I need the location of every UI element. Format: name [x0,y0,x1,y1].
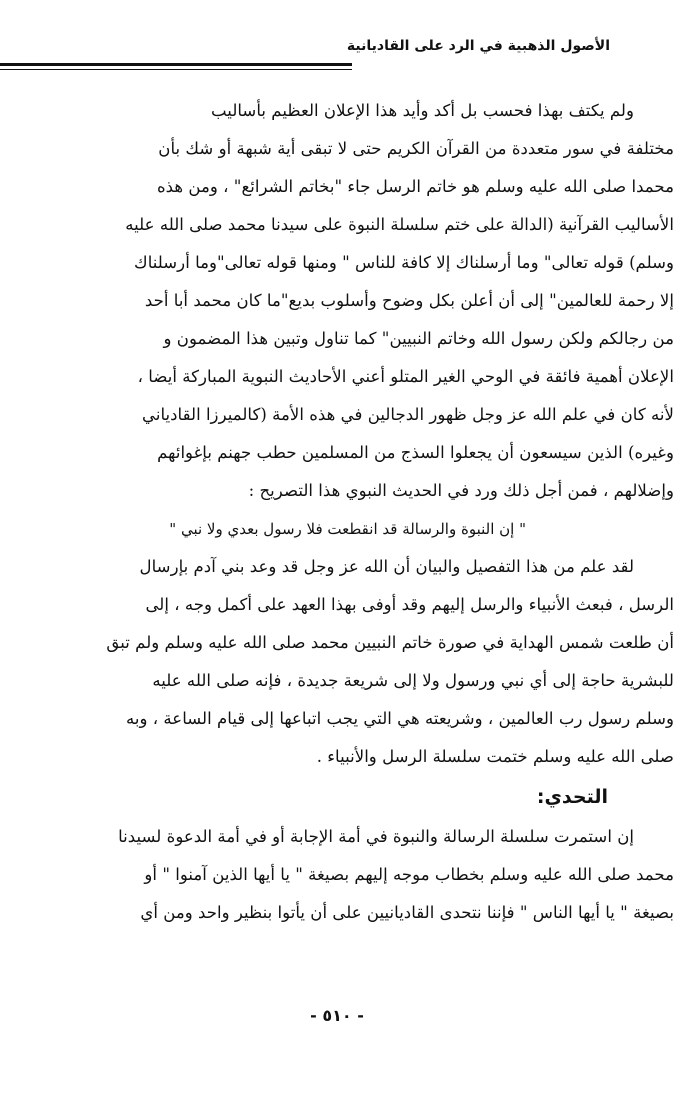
header-rule-thin [0,69,352,70]
text-line: من رجالكم ولكن رسول الله وخاتم النبيين" كما تناول وتبين هذا المضمون و [163,329,674,348]
text-line: للبشرية حاجة إلى أي نبي ورسول ولا إلى شريعة جديدة ، فإنه صلى الله عليه [152,671,674,690]
paragraph-1 [0,92,674,510]
text-line: وسلم) قوله تعالى" وما أرسلناك إلا كافة للناس " ومنها قوله تعالى"وما أرسلناك [134,253,674,272]
text-line: أن طلعت شمس الهداية في صورة خاتم النبيين محمد صلى الله عليه وسلم ولم تبق [106,633,674,652]
text-line: وغيره) الذين سيسعون أن يجعلوا السذج من المسلمين حطب جهنم بإغوائهم [157,443,674,462]
body-text [0,92,674,932]
text-line: إن استمرت سلسلة الرسالة والنبوة في أمة الإجابة أو في أمة الدعوة لسيدنا [118,827,634,846]
paragraph-2 [0,548,674,776]
text-line: لأنه كان في علم الله عز وجل ظهور الدجالين في هذه الأمة (كالميرزا القادياني [142,405,674,424]
text-line: الرسل ، فبعث الأنبياء والرسل إليهم وقد أوفى بهذا العهد على أكمل وجه ، إلى [145,595,674,614]
page-number: - ٥١٠ - [310,1006,364,1025]
text-line: الإعلان أهمية فائقة في الوحي الغير المتلو أعني الأحاديث النبوية المباركة أيضا ، [137,367,674,386]
section-heading: التحدي: [536,786,608,808]
running-header: الأصول الذهبية في الرد على القاديانية [346,38,610,54]
text-line: محمد صلى الله عليه وسلم بخطاب موجه إليهم بصيغة " يا أيها الذين آمنوا " أو [144,865,674,884]
text-line: الأساليب القرآنية (الدالة على ختم سلسلة النبوة على سيدنا محمد صلى الله عليه [125,215,674,234]
hadith-quote: " إن النبوة والرسالة قد انقطعت فلا رسول بعدي ولا نبي " [169,520,526,538]
text-line: وسلم رسول رب العالمين ، وشريعته هي التي يجب اتباعها إلى قيام الساعة ، وبه [125,709,674,728]
paragraph-3 [0,818,674,932]
text-line: صلى الله عليه وسلم ختمت سلسلة الرسل والأنبياء . [316,747,674,766]
text-line: محمدا صلى الله عليه وسلم هو خاتم الرسل جاء "بخاتم الشرائع" ، ومن هذه [156,177,674,196]
text-line: مختلفة في سور متعددة من القرآن الكريم حتى لا تبقى أية شبهة أو شك بأن [158,139,674,158]
text-line: لقد علم من هذا التفصيل والبيان أن الله عز وجل قد وعد بني آدم بإرسال [139,557,634,576]
text-line: إلا رحمة للعالمين" إلى أن أعلن بكل وضوح وأسلوب بديع"ما كان محمد أبا أحد [144,291,674,310]
text-line: وإضلالهم ، فمن أجل ذلك ورد في الحديث النبوي هذا التصريح : [248,481,674,500]
text-line: ولم يكتف بهذا فحسب بل أكد وأيد هذا الإعلان العظيم بأساليب [211,101,634,120]
text-line: بصيغة " يا أيها الناس " فإننا نتحدى القاديانيين على أن يأتوا بنظير واحد ومن أي [140,903,674,922]
header-rule-thick [0,63,352,66]
